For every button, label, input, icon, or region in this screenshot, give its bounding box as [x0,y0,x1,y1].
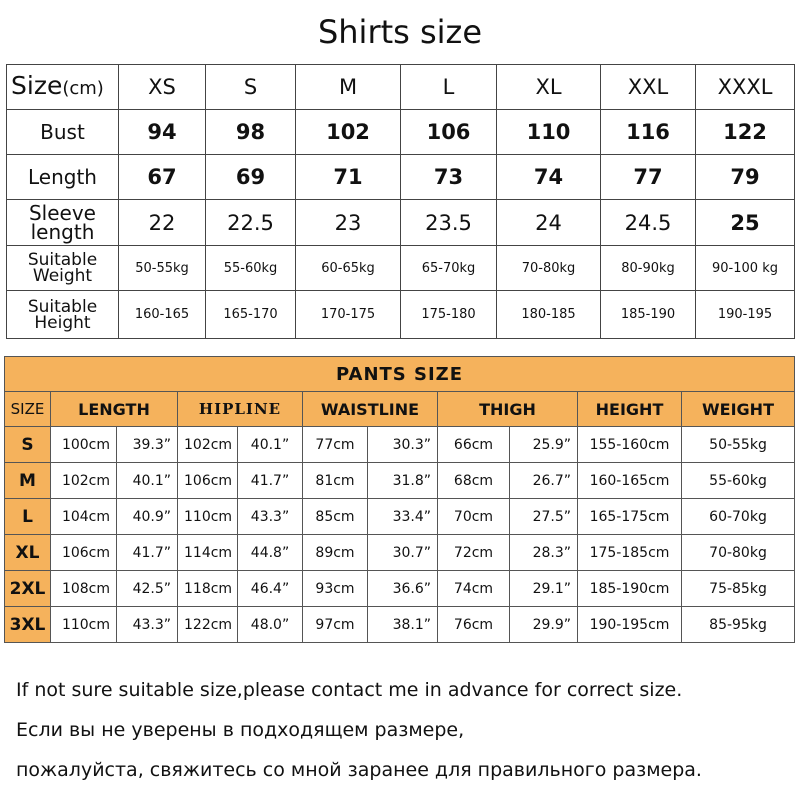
pants-cell-thigh-cm: 70cm [438,499,510,535]
page-title: Shirts size [317,13,483,51]
pants-row [5,463,795,499]
note-russian-line1: Если вы не уверены в подходящем размере, [16,719,465,741]
pants-row [5,571,795,607]
pants-cell-thigh-in: 27.5” [510,499,578,535]
pants-cell-hip-cm: 102cm [178,427,238,463]
shirts-cell: 102 [296,110,401,155]
pants-cell-thigh-in: 29.1” [510,571,578,607]
shirts-row-label-line1: Sleeve [28,200,96,225]
shirts-cell: 160-165 [119,291,206,339]
pants-cell-thigh-cm: 68cm [438,463,510,499]
shirts-size-xxxl: XXXL [696,65,795,110]
pants-cell-length-cm: 102cm [51,463,117,499]
pants-header-length: LENGTH [51,392,178,427]
pants-cell-weight: 85-95kg [682,607,795,643]
shirts-cell: 122 [696,110,795,155]
pants-size-cell: 3XL [5,607,51,643]
shirts-row-height [7,291,795,339]
pants-cell-weight: 50-55kg [682,427,795,463]
pants-size-table [4,356,795,643]
pants-cell-waist-in: 30.3” [368,427,438,463]
pants-size-cell: XL [5,535,51,571]
shirts-row-label-line1: Suitable [27,250,98,270]
pants-cell-weight: 70-80kg [682,535,795,571]
pants-cell-waist-cm: 97cm [303,607,368,643]
pants-title: PANTS SIZE [5,357,795,392]
shirts-cell: 71 [296,155,401,200]
pants-cell-hip-in: 43.3” [238,499,303,535]
pants-cell-thigh-cm: 66cm [438,427,510,463]
shirts-size-xs: XS [119,65,206,110]
shirts-cell: 180-185 [497,291,601,339]
pants-cell-length-in: 43.3” [117,607,178,643]
pants-cell-hip-cm: 122cm [178,607,238,643]
shirts-size-m: M [296,65,401,110]
shirts-row-sleeve [7,200,795,246]
pants-cell-hip-cm: 118cm [178,571,238,607]
shirts-cell: 60-65kg [296,246,401,291]
pants-cell-waist-in: 36.6” [368,571,438,607]
shirts-header-label-cell [7,65,119,110]
pants-title-row [5,357,795,392]
shirts-cell: 74 [497,155,601,200]
shirts-cell: 80-90kg [601,246,696,291]
pants-cell-thigh-in: 26.7” [510,463,578,499]
shirts-cell: 77 [601,155,696,200]
pants-cell-height: 165-175cm [578,499,682,535]
pants-cell-hip-cm: 114cm [178,535,238,571]
shirts-cell: 67 [119,155,206,200]
shirts-cell: 23.5 [401,200,497,246]
shirts-cell: 24 [497,200,601,246]
shirts-cell: 79 [696,155,795,200]
pants-cell-length-cm: 106cm [51,535,117,571]
shirts-size-l: L [401,65,497,110]
pants-size-cell: L [5,499,51,535]
shirts-header-label: Size [11,71,63,100]
shirts-size-table [6,64,795,339]
pants-size-cell: 2XL [5,571,51,607]
pants-header-weight: WEIGHT [682,392,795,427]
pants-cell-length-in: 39.3” [117,427,178,463]
shirts-cell: 110 [497,110,601,155]
pants-cell-waist-cm: 89cm [303,535,368,571]
pants-cell-weight: 60-70kg [682,499,795,535]
shirts-row-label [7,246,119,291]
pants-cell-length-cm: 110cm [51,607,117,643]
note-english: If not sure suitable size,please contact me in advance for correct size. [16,679,683,701]
shirts-row-label: Length [7,155,119,200]
shirts-cell: 70-80kg [497,246,601,291]
pants-cell-waist-in: 33.4” [368,499,438,535]
pants-cell-hip-in: 48.0” [238,607,303,643]
pants-header-size: SIZE [5,392,51,427]
shirts-cell: 190-195 [696,291,795,339]
pants-cell-length-in: 40.9” [117,499,178,535]
pants-cell-hip-in: 41.7” [238,463,303,499]
pants-cell-waist-cm: 81cm [303,463,368,499]
pants-cell-height: 175-185cm [578,535,682,571]
pants-cell-waist-cm: 85cm [303,499,368,535]
pants-cell-thigh-cm: 76cm [438,607,510,643]
pants-cell-hip-cm: 110cm [178,499,238,535]
pants-cell-length-cm: 108cm [51,571,117,607]
shirts-cell: 25 [696,200,795,246]
pants-row [5,607,795,643]
pants-row [5,535,795,571]
pants-cell-waist-in: 30.7” [368,535,438,571]
shirts-row-label-line1: Suitable [27,296,98,317]
pants-row [5,427,795,463]
pants-cell-weight: 75-85kg [682,571,795,607]
pants-header-thigh: THIGH [438,392,578,427]
shirts-row-label-line2: Height [34,312,91,333]
pants-cell-length-in: 41.7” [117,535,178,571]
pants-cell-length-in: 42.5” [117,571,178,607]
pants-cell-height: 155-160cm [578,427,682,463]
shirts-size-s: S [206,65,296,110]
pants-cell-hip-cm: 106cm [178,463,238,499]
shirts-cell: 73 [401,155,497,200]
pants-cell-thigh-cm: 74cm [438,571,510,607]
shirts-size-xxl: XXL [601,65,696,110]
pants-cell-length-cm: 100cm [51,427,117,463]
pants-cell-waist-cm: 77cm [303,427,368,463]
pants-size-cell: S [5,427,51,463]
shirts-row-label: Bust [7,110,119,155]
pants-cell-waist-in: 38.1” [368,607,438,643]
pants-cell-thigh-in: 28.3” [510,535,578,571]
shirts-cell: 90-100 kg [696,246,795,291]
shirts-header-unit: (cm) [62,78,104,99]
shirts-cell: 94 [119,110,206,155]
pants-row [5,499,795,535]
pants-cell-waist-in: 31.8” [368,463,438,499]
pants-cell-thigh-in: 25.9” [510,427,578,463]
shirts-cell: 165-170 [206,291,296,339]
pants-header-height: HEIGHT [578,392,682,427]
shirts-row-label-line2: length [30,219,95,244]
pants-cell-length-cm: 104cm [51,499,117,535]
pants-header-waistline: WAISTLINE [303,392,438,427]
shirts-cell: 22.5 [206,200,296,246]
shirts-cell: 106 [401,110,497,155]
shirts-cell: 55-60kg [206,246,296,291]
pants-cell-hip-in: 44.8” [238,535,303,571]
shirts-cell: 170-175 [296,291,401,339]
shirts-cell: 65-70kg [401,246,497,291]
pants-cell-thigh-in: 29.9” [510,607,578,643]
pants-header-row [5,392,795,427]
shirts-cell: 50-55kg [119,246,206,291]
shirts-header-row [7,65,795,110]
pants-size-cell: M [5,463,51,499]
pants-cell-weight: 55-60kg [682,463,795,499]
pants-cell-waist-cm: 93cm [303,571,368,607]
shirts-cell: 23 [296,200,401,246]
pants-cell-length-in: 40.1” [117,463,178,499]
shirts-row-label [7,200,119,246]
note-russian-line2: пожалуйста, свяжитесь со мной заранее для правильного размера. [16,759,702,781]
shirts-row-label [7,291,119,339]
pants-cell-hip-in: 40.1” [238,427,303,463]
shirts-cell: 116 [601,110,696,155]
shirts-cell: 69 [206,155,296,200]
shirts-cell: 22 [119,200,206,246]
shirts-cell: 24.5 [601,200,696,246]
pants-cell-hip-in: 46.4” [238,571,303,607]
pants-cell-height: 185-190cm [578,571,682,607]
shirts-row-bust [7,110,795,155]
pants-cell-height: 190-195cm [578,607,682,643]
shirts-row-weight [7,246,795,291]
shirts-size-xl: XL [497,65,601,110]
shirts-row-label-line2: Weight [32,266,93,286]
shirts-row-length [7,155,795,200]
shirts-cell: 175-180 [401,291,497,339]
shirts-cell: 98 [206,110,296,155]
pants-cell-height: 160-165cm [578,463,682,499]
pants-cell-thigh-cm: 72cm [438,535,510,571]
shirts-cell: 185-190 [601,291,696,339]
pants-header-hipline: HIPLINE [178,392,303,427]
